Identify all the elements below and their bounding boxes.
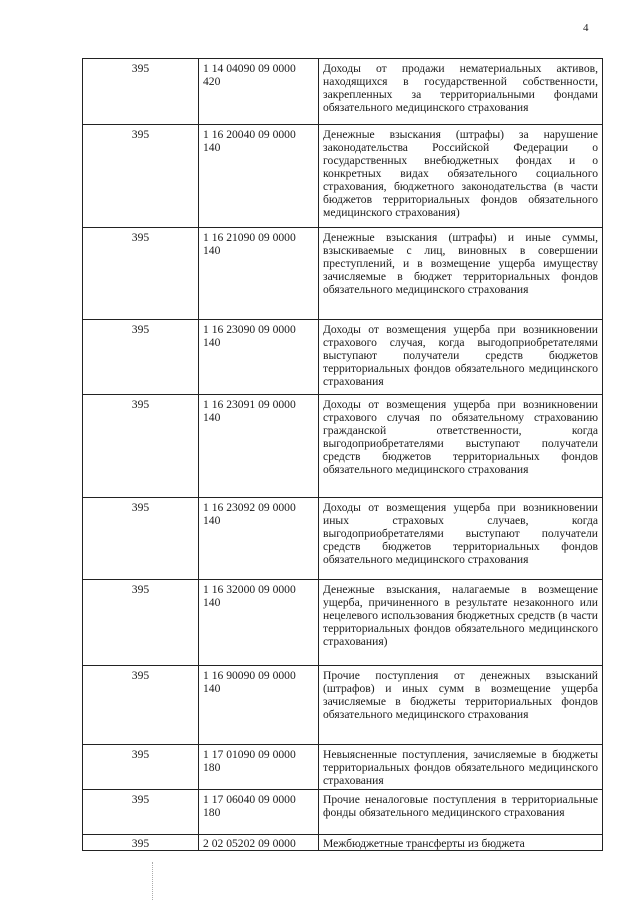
- description-cell: Прочие неналоговые поступления в территориальные фонды обязательного медицинского страхования: [319, 790, 603, 835]
- budget-code-cell: 1 17 01090 09 0000 180: [199, 745, 319, 790]
- description-cell: Прочие поступления от денежных взысканий (штрафов) и иных сумм в возмещение ущерба зачисляемые в бюджеты территориальных фондов обязательного медицинского страхования: [319, 666, 603, 745]
- description-cell: Доходы от возмещения ущерба при возникновении страхового случая по обязательному страхованию гражданской ответственности, когда выгодоприобретателями выступают получатели средств бюджетов территориальных фондов обязательного медицинского страхования: [319, 395, 603, 498]
- description-cell: Доходы от возмещения ущерба при возникновении страхового случая, когда выгодоприобретателями выступают получатели средств бюджетов территориальных фондов обязательного медицинского страхования: [319, 320, 603, 395]
- admin-code-cell: 395: [83, 745, 199, 790]
- page-number: 4: [583, 22, 589, 34]
- description-cell: Денежные взыскания (штрафы) за нарушение законодательства Российской Федерации о государственных внебюджетных фондах и о конкретных видах обязательного социального страхования, бюджетного законодательства (в части бюджетов территориальных фондов обязательного медицинского страхования): [319, 125, 603, 228]
- budget-code-cell: 1 16 90090 09 0000 140: [199, 666, 319, 745]
- budget-code-cell: 1 16 20040 09 0000 140: [199, 125, 319, 228]
- budget-code-cell: 1 16 32000 09 0000 140: [199, 580, 319, 666]
- description-cell: Денежные взыскания (штрафы) и иные суммы, взыскиваемые с лиц, виновных в совершении преступлений, и в возмещение ущерба имуществу зачисляемые в бюджет территориальных фондов обязательного медицинского страхования: [319, 228, 603, 320]
- admin-code-cell: 395: [83, 666, 199, 745]
- description-cell: Доходы от возмещения ущерба при возникновении иных страховых случаев, когда выгодоприобретателями выступают получатели средств бюджетов территориальных фондов обязательного медицинского страхования: [319, 498, 603, 580]
- table-row: [83, 835, 603, 851]
- description-cell: Невыясненные поступления, зачисляемые в бюджеты территориальных фондов обязательного медицинского страхования: [319, 745, 603, 790]
- table-row: [83, 125, 603, 228]
- table-row: [83, 228, 603, 320]
- budget-code-cell: 2 02 05202 09 0000: [199, 835, 319, 851]
- budget-code-cell: 1 16 23090 09 0000 140: [199, 320, 319, 395]
- admin-code-cell: 395: [83, 790, 199, 835]
- revenue-codes-table: [82, 58, 603, 851]
- admin-code-cell: 395: [83, 228, 199, 320]
- admin-code-cell: 395: [83, 125, 199, 228]
- description-cell: Денежные взыскания, налагаемые в возмещение ущерба, причиненного в результате незаконного или нецелевого использования бюджетных средств (в части территориальных фондов обязательного медицинского страхования): [319, 580, 603, 666]
- table-row: [83, 498, 603, 580]
- budget-code-cell: 1 16 23091 09 0000 140: [199, 395, 319, 498]
- scan-artifact-dotted-line: [152, 862, 155, 900]
- table-row: [83, 790, 603, 835]
- admin-code-cell: 395: [83, 498, 199, 580]
- admin-code-cell: 395: [83, 835, 199, 851]
- admin-code-cell: 395: [83, 580, 199, 666]
- admin-code-cell: 395: [83, 59, 199, 125]
- table-row: [83, 745, 603, 790]
- budget-code-cell: 1 14 04090 09 0000 420: [199, 59, 319, 125]
- description-cell: Доходы от продажи нематериальных активов, находящихся в государственной собственности, закрепленных за территориальными фондами обязательного медицинского страхования: [319, 59, 603, 125]
- budget-code-cell: 1 16 21090 09 0000 140: [199, 228, 319, 320]
- budget-code-cell: 1 16 23092 09 0000 140: [199, 498, 319, 580]
- admin-code-cell: 395: [83, 395, 199, 498]
- table-row: [83, 666, 603, 745]
- table-row: [83, 580, 603, 666]
- admin-code-cell: 395: [83, 320, 199, 395]
- description-cell: Межбюджетные трансферты из бюджета: [319, 835, 603, 851]
- budget-code-cell: 1 17 06040 09 0000 180: [199, 790, 319, 835]
- table-row: [83, 395, 603, 498]
- table-row: [83, 320, 603, 395]
- table-row: [83, 59, 603, 125]
